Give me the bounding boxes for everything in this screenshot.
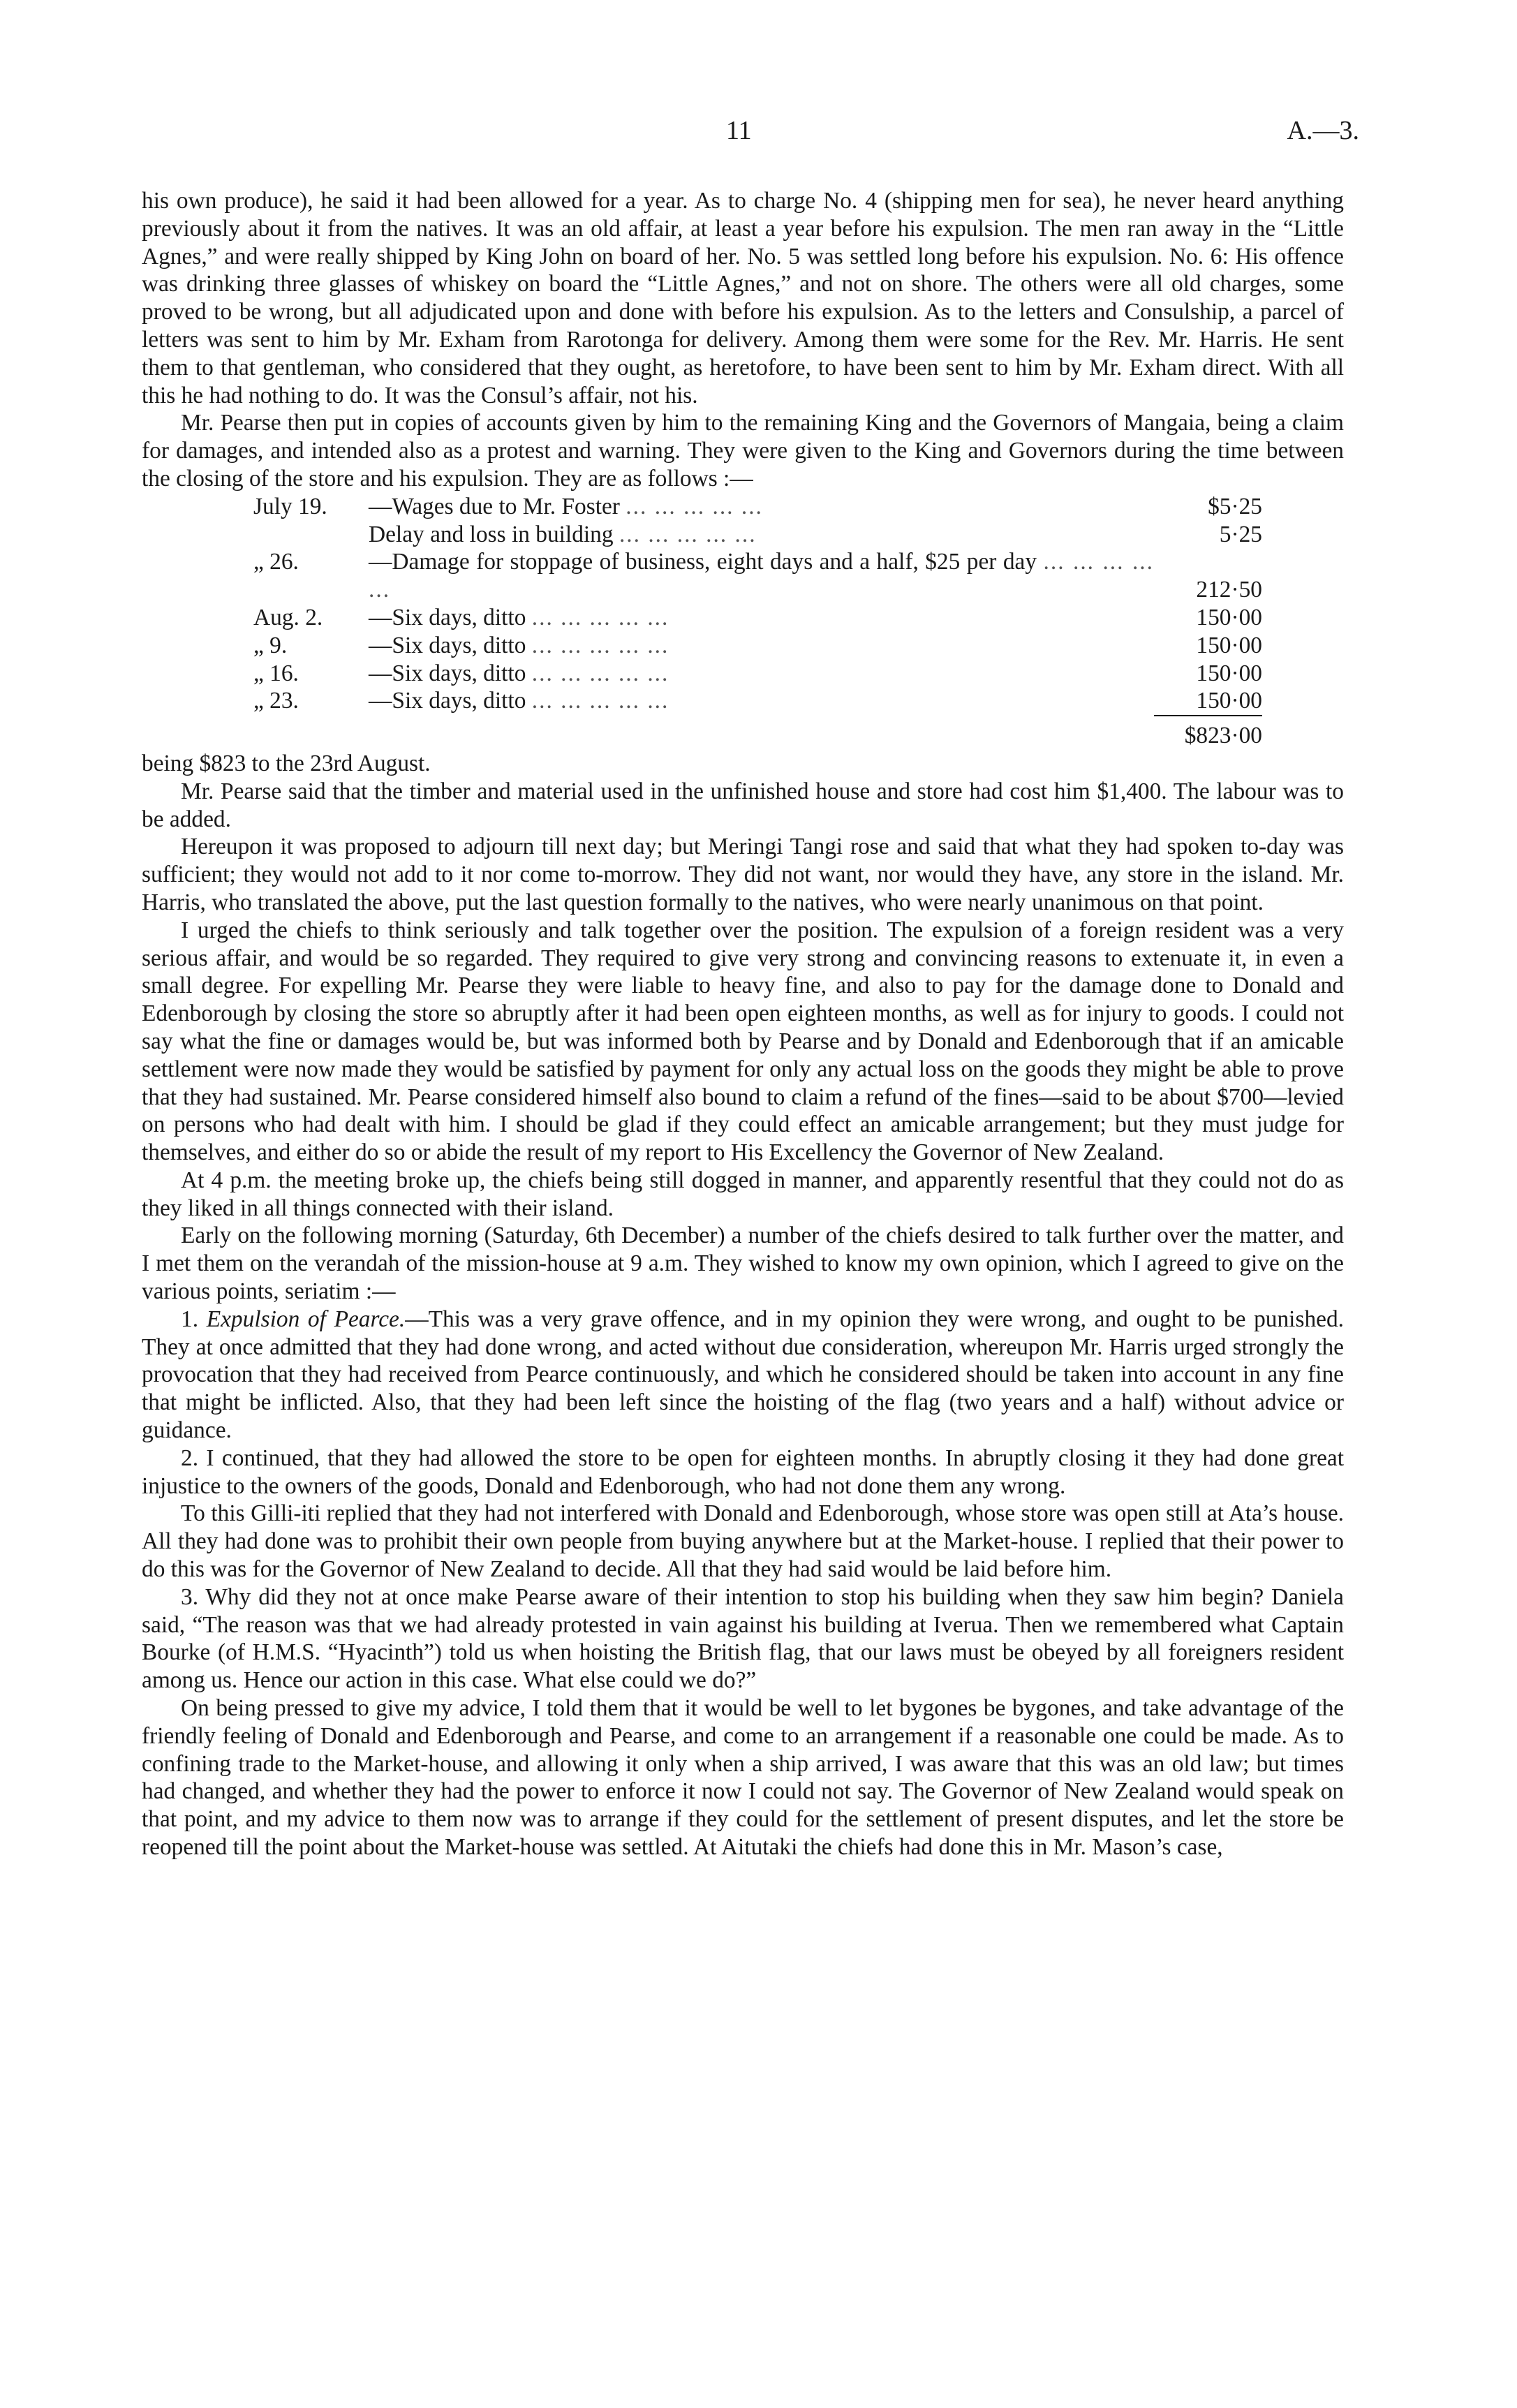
entry-description: Delay and loss in building	[369, 521, 614, 547]
table-row	[253, 521, 1262, 549]
paragraph: I urged the chiefs to think seriously and talk together over the position. The expulsion of a foreign resident was a very serious affair, and would be so regarded. They required to give very strong and convincing reasons to extenuate it, in even a small degree. For expelling Mr. Pearse they were liable to heavy fine, and also to pay for the damage done to Donald and Edenborough by closing the store so abruptly after it had been open eighteen months, as well as for injury to goods. I could not say what the fine or damages would be, but was informed both by Pearse and by Donald and Edenborough that if an amicable settlement were now made they would be satisfied by payment for only any actual loss on the goods they might be able to prove that they had sustained. Mr. Pearse considered himself also bound to claim a refund of the fines—said to be about $700—levied on persons who had dealt with him. I should be glad if they could effect an amicable arrangement; but they must judge for themselves, and either do so or abide the result of my report to His Excellency the Governor of New Zealand.	[142, 917, 1344, 1166]
entry-amount: 150·00	[1196, 660, 1262, 686]
leader-dots: ... ... ... ... ...	[531, 604, 669, 630]
entry-amount: 5·25	[1219, 521, 1262, 547]
entry-amount: 150·00	[1196, 632, 1262, 658]
entry-description: —Six days, ditto	[369, 688, 526, 714]
paragraph: being $823 to the 23rd August.	[142, 750, 431, 776]
table-row	[253, 604, 1262, 632]
entry-description: —Six days, ditto	[369, 660, 526, 686]
entry-date: „ 9.	[253, 632, 288, 658]
leader-dots: ... ... ... ... ...	[369, 549, 1154, 603]
paragraph: To this Gilli-iti replied that they had not interfered with Donald and Edenborough, whose store was open still at Ata’s house. All they had done was to prohibit their own people from buying anywhere but at the Market-house. I replied that their power to do this was for the Governor of New Zealand to decide. All that they had said would be laid before him.	[142, 1500, 1344, 1583]
paragraph: Hereupon it was proposed to adjourn till next day; but Meringi Tangi rose and said that what they had spoken to-day was sufficient; they would not add to it nor come to-morrow. They did not want, nor would they have, any store in the island. Mr. Harris, who translated the above, put the last question formally to the natives, who were nearly unanimous on that point.	[142, 834, 1344, 915]
accounts-table	[253, 493, 1262, 750]
entry-date: July 19.	[253, 493, 327, 519]
table-row	[253, 660, 1262, 688]
item-heading: Expulsion of Pearce.	[206, 1306, 406, 1332]
paragraph: 2. I continued, that they had allowed the store to be open for eighteen months. In abruptly closing it they had done great injustice to the owners of the goods, Donald and Edenborough, who had not done them any wrong.	[142, 1445, 1344, 1499]
paragraph: Early on the following morning (Saturday, 6th December) a number of the chiefs desired to talk further over the matter, and I met them on the verandah of the mission-house at 9 a.m. They wished to know my own opinion, which I agreed to give on the various points, seriatim :—	[142, 1223, 1344, 1305]
table-row	[253, 548, 1262, 604]
item-number: 1.	[181, 1306, 207, 1332]
page-header	[0, 115, 1517, 157]
entry-date: Aug. 2.	[253, 604, 323, 630]
entry-date	[253, 521, 369, 549]
entry-date: „ 23.	[253, 688, 299, 714]
entry-amount: 212·50	[1196, 577, 1262, 603]
leader-dots: ... ... ... ... ...	[626, 493, 763, 519]
table-row	[253, 493, 1262, 521]
entry-description: —Six days, ditto	[369, 632, 526, 658]
leader-dots: ... ... ... ... ...	[531, 688, 669, 714]
total-row	[253, 716, 1262, 750]
page-number: 11	[726, 116, 752, 145]
document-reference: A.—3.	[1287, 116, 1359, 145]
paragraph: Mr. Pearse said that the timber and material used in the unfinished house and store had cost him $1,400. The labour was to be added.	[142, 778, 1344, 832]
paragraph: his own produce), he said it had been allowed for a year. As to charge No. 4 (shipping men for sea), he never heard anything previously about it from the natives. It was an old affair, at least a year before his expulsion. The men ran away in the “Little Agnes,” and were really shipped by King John on board of her. No. 5 was settled long before his expulsion. No. 6: His offence was drinking three glasses of whiskey on board the “Little Agnes,” and not on shore. The others were all old charges, some proved to be wrong, but all adjudicated upon and done with before his expulsion. As to the letters and Consulship, a parcel of letters was sent to him by Mr. Exham from Rarotonga for delivery. Among them were some for the Rev. Mr. Harris. He sent them to that gentleman, who considered that they ought, as heretofore, to have been sent to him by Mr. Exham direct. With all this he had nothing to do. It was the Consul’s affair, not his.	[142, 188, 1344, 408]
entry-amount: $5·25	[1208, 493, 1262, 519]
leader-dots: ... ... ... ... ...	[531, 632, 669, 658]
paragraph: On being pressed to give my advice, I told them that it would be well to let bygones be bygones, and take advantage of the friendly feeling of Donald and Edenborough and Pearse, and come to an arrangement if a reasonable one could be made. As to confining trade to the Market-house, and allowing it only when a ship arrived, I was aware that this was an old law; but times had changed, and whether they had the power to enforce it now I could not say. The Governor of New Zealand would speak on that point, and my advice to them now was to arrange if they could for the settlement of present disputes, and let the store be reopened till the point about the Market-house was settled. At Aitutaki the chiefs had done this in Mr. Mason’s case,	[142, 1695, 1344, 1861]
leader-dots: ... ... ... ... ...	[619, 521, 757, 547]
entry-description: —Six days, ditto	[369, 604, 526, 630]
paragraph: 3. Why did they not at once make Pearse aware of their intention to stop his building when they saw him begin? Daniela said, “The reason was that we had already protested in vain against his building at Iverua. Then we remembered what Captain Bourke (of H.M.S. “Hyacinth”) told us when hoisting the British flag, that our laws must be obeyed by all foreigners resident among us. Hence our action in this case. What else could we do?”	[142, 1583, 1344, 1694]
entry-date: „ 26.	[253, 549, 299, 575]
entry-description: —Wages due to Mr. Foster	[369, 493, 620, 519]
paragraph	[142, 1306, 1344, 1445]
entry-description: —Damage for stoppage of business, eight days and a half, $25 per day	[369, 549, 1037, 575]
entry-amount: 150·00	[1196, 604, 1262, 630]
page-body	[142, 187, 1344, 1861]
total-amount: $823·00	[1154, 716, 1262, 750]
entry-amount: 150·00	[1196, 688, 1262, 714]
leader-dots: ... ... ... ... ...	[531, 660, 669, 686]
item-text: —This was a very grave offence, and in my opinion they were wrong, and ought to be punished. They at once admitted that they had done wrong, and acted without due consideration, whereupon Mr. Harris urged strongly the provocation that they had received from Pearce continuously, and which he considered should be taken into account in any fine that might be inflicted. Also, that they had been left since the hoisting of the flag (two years and a half) without advice or guidance.	[142, 1306, 1345, 1444]
paragraph: Mr. Pearse then put in copies of accounts given by him to the remaining King and the Governors of Mangaia, being a claim for damages, and intended also as a protest and warning. They were given to the King and Governors during the time between the closing of the store and his expulsion. They are as follows :—	[142, 410, 1344, 492]
entry-date: „ 16.	[253, 660, 299, 686]
table-row	[253, 632, 1262, 660]
table-row	[253, 687, 1262, 716]
paragraph: At 4 p.m. the meeting broke up, the chiefs being still dogged in manner, and apparently resentful that they could not do as they liked in all things connected with their island.	[142, 1167, 1344, 1221]
